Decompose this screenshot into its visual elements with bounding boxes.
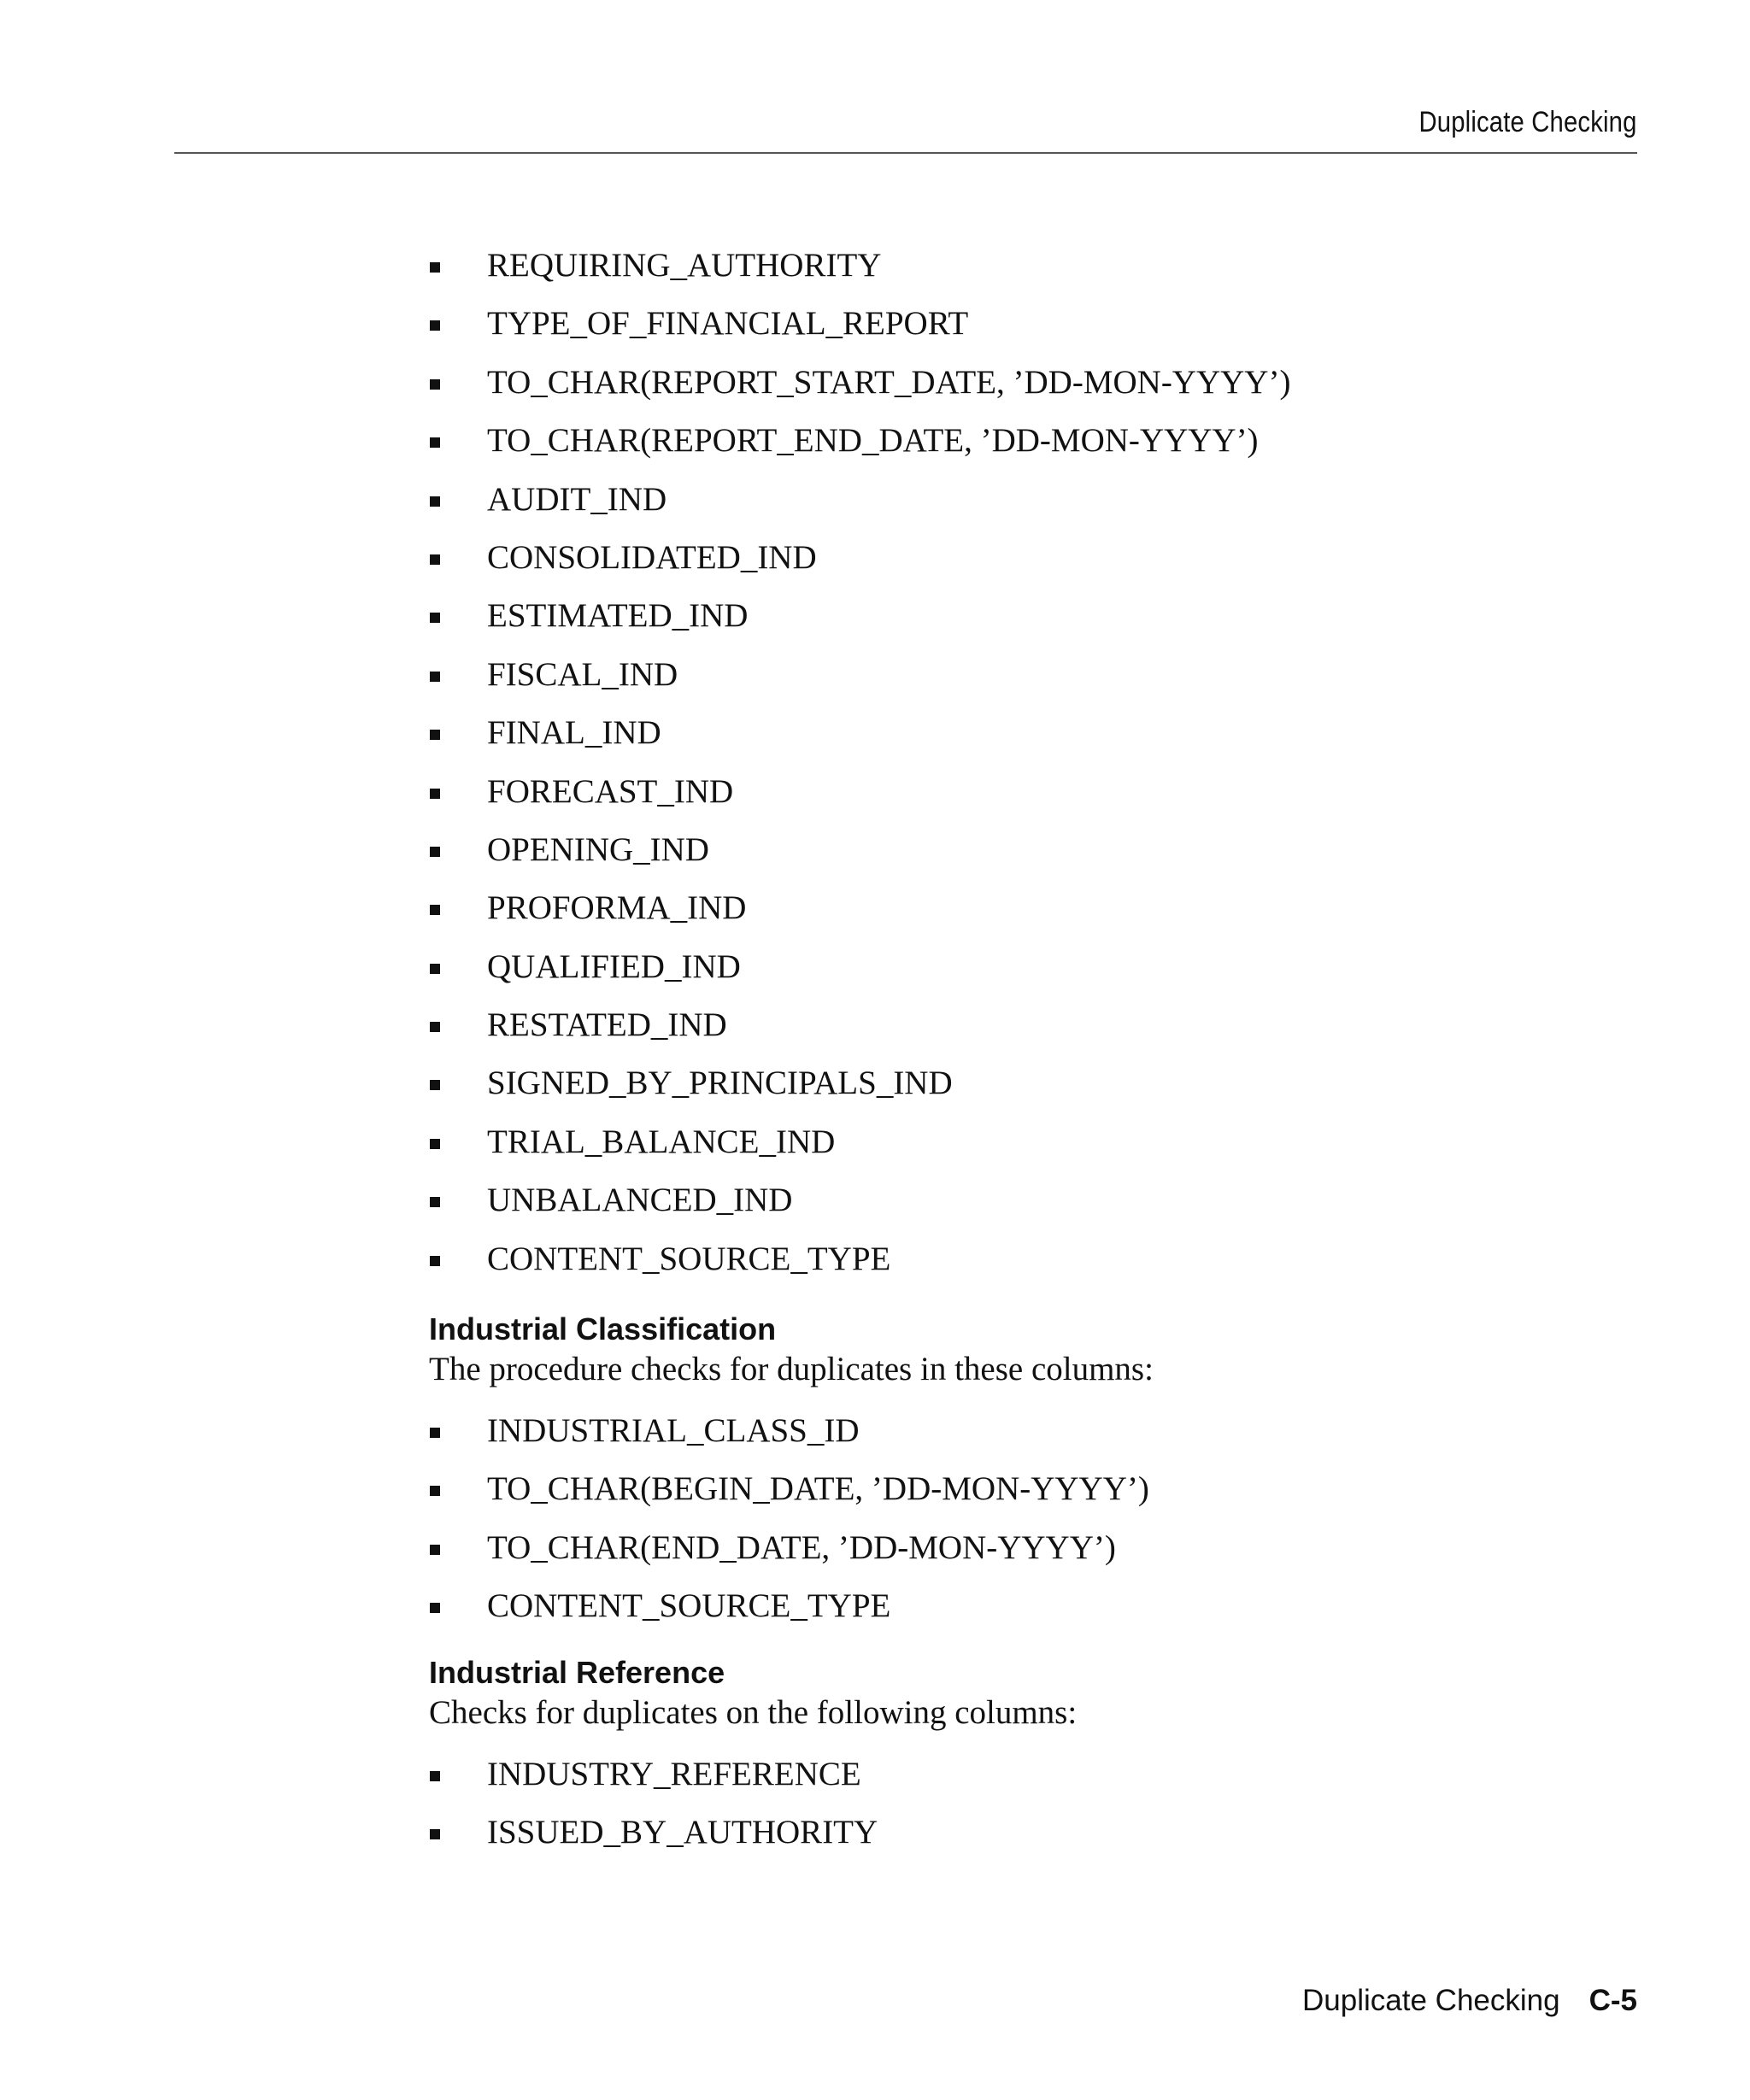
- bullet-icon: [430, 1256, 440, 1266]
- bullet-icon: [430, 1771, 440, 1781]
- bullet-icon: [430, 1545, 440, 1555]
- bullet-icon: [430, 379, 440, 390]
- bullet-icon: [430, 496, 440, 507]
- section-intro-industrial-reference: Checks for duplicates on the following columns:: [429, 1694, 1078, 1731]
- bullet-icon: [430, 262, 440, 273]
- section-intro-industrial-classification: The procedure checks for duplicates in these columns:: [429, 1351, 1154, 1387]
- bullet-icon: [430, 672, 440, 682]
- bullet-icon: [430, 1139, 440, 1149]
- bullet-icon: [430, 789, 440, 799]
- bullet-icon: [430, 1486, 440, 1496]
- footer-title: Duplicate Checking: [1302, 1984, 1560, 2017]
- bullet-icon: [430, 613, 440, 623]
- bullet-icon: [430, 905, 440, 915]
- page-number: C-5: [1589, 1984, 1637, 2017]
- bullet-icon: [430, 847, 440, 857]
- bullet-icon: [430, 1197, 440, 1207]
- page-footer: [1302, 1984, 1637, 2018]
- bullet-icon: [430, 1022, 440, 1032]
- running-header: Duplicate Checking: [1418, 106, 1637, 138]
- bullet-icon: [430, 730, 440, 740]
- bullet-icon: [430, 1080, 440, 1090]
- section-heading-industrial-classification: Industrial Classification: [429, 1311, 777, 1346]
- page-content: REQUIRING_AUTHORITY TYPE_OF_FINANCIAL_REPORT TO_CHAR(REPORT_START_DATE, ’DD-MON-YYYY’) TO_CHAR(REPORT_END_DATE, ’DD-MON-YYYY’) AUDIT_IND CONSOLIDATED_IND ESTIMATED_IND FISCAL_IND FINAL_IND FORECAST_IND OPENING_IND PROFORMA_IND QUALIFIED_IND RESTATED_IND SIGNED_BY_PRINCIPALS_IND TRIAL_BALANCE_IND UNBALANCED_IND CONTENT_SOURCE_TYPE Industrial Classification The procedure checks for duplicates in these columns: INDUSTRIAL_CLASS_ID TO_CHAR(BEGIN_DATE, ’DD-MON-YYYY’) TO_CHAR(END_DATE, ’DD-MON-YYYY’) CONTENT_SOURCE_TYPE Industrial Reference Checks for duplicates on the following columns: INDUSTRY_REFERENCE ISSUED_BY_AUTHORITY: [429, 247, 1291, 1851]
- bullet-icon: [430, 964, 440, 974]
- bullet-icon: [430, 1603, 440, 1613]
- section-heading-industrial-reference: Industrial Reference: [429, 1655, 725, 1690]
- bullet-icon: [430, 1829, 440, 1839]
- bullet-icon: [430, 554, 440, 565]
- bullet-icon: [430, 320, 440, 331]
- bullet-icon: [430, 437, 440, 448]
- bullet-icon: [430, 1428, 440, 1438]
